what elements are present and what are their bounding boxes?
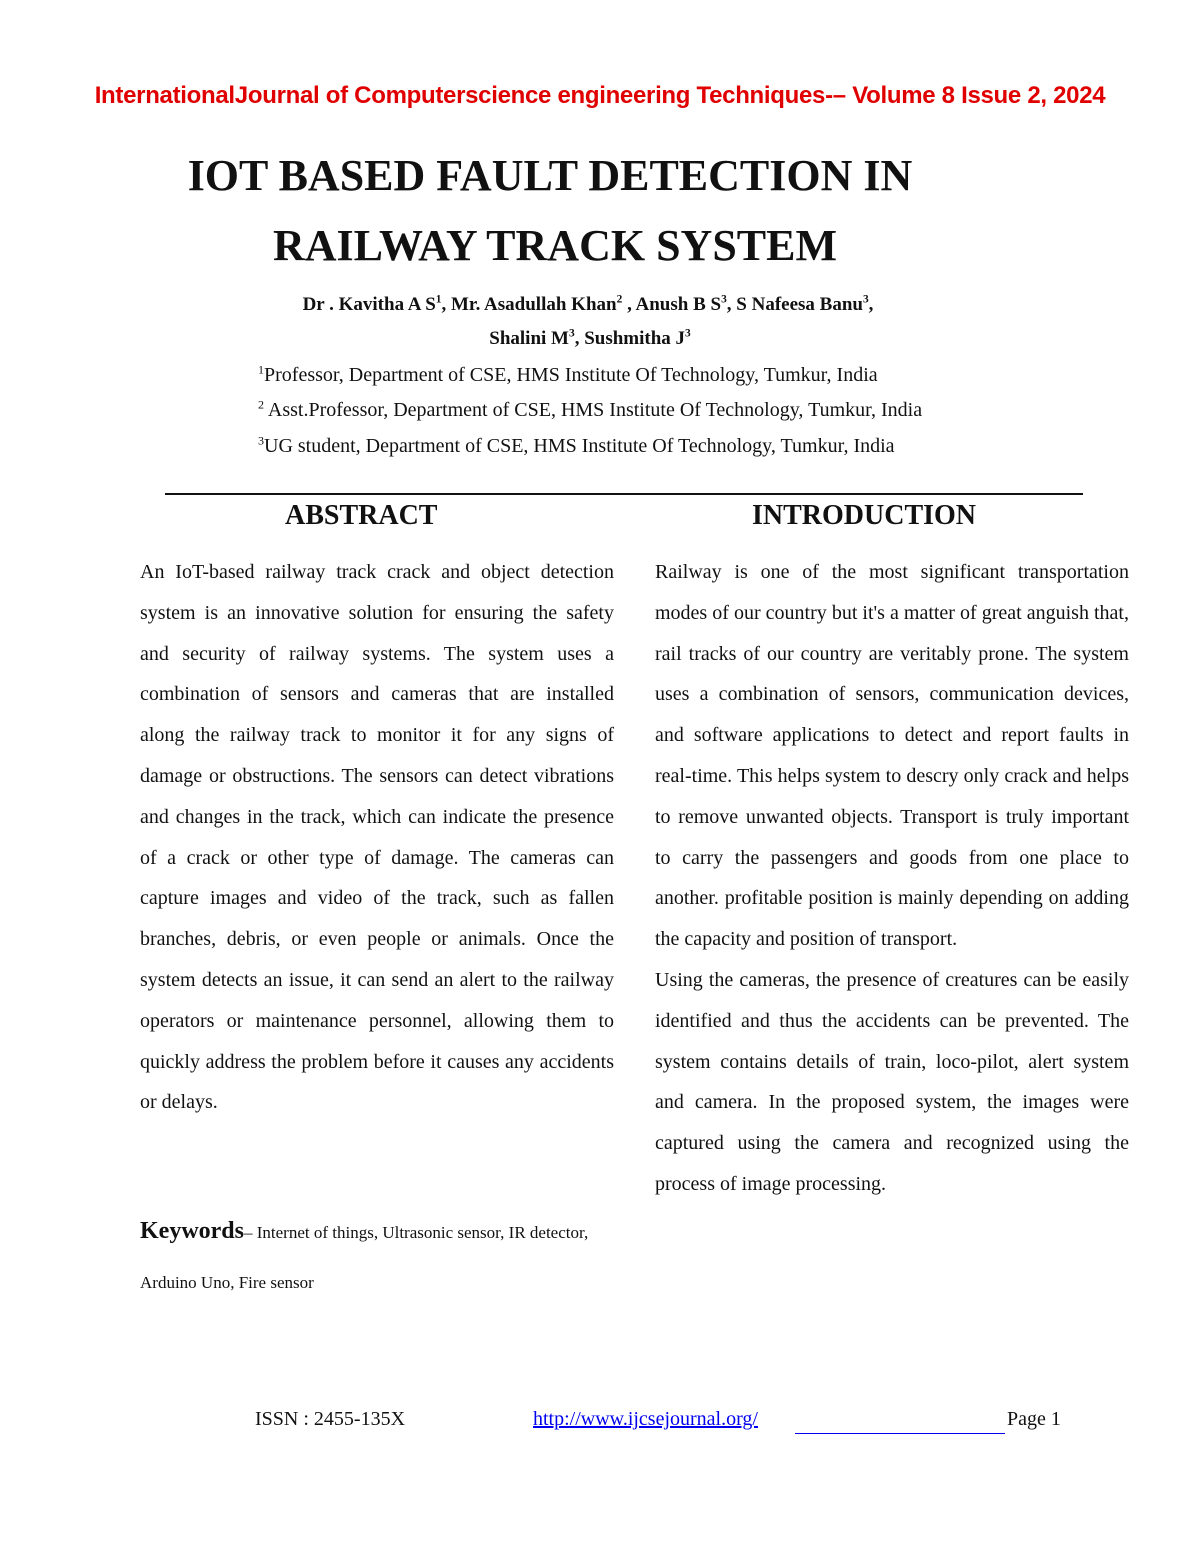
paper-title-line-1: IOT BASED FAULT DETECTION IN bbox=[187, 151, 913, 200]
author-affil-mark: 1 bbox=[435, 293, 442, 306]
keywords bbox=[140, 1206, 614, 1308]
introduction-column bbox=[655, 552, 1129, 1205]
affiliation-mark: 2 bbox=[258, 397, 264, 412]
author-name: S Nafeesa Banu bbox=[736, 294, 863, 315]
author-name: Dr . Kavitha A S bbox=[302, 294, 436, 315]
issn-label: ISSN : 2455-135X bbox=[255, 1408, 406, 1430]
affiliation-mark: 3 bbox=[258, 433, 264, 448]
abstract-heading: ABSTRACT bbox=[285, 500, 438, 531]
affiliation-text: UG student, Department of CSE, HMS Institute Of Technology, Tumkur, India bbox=[264, 435, 895, 457]
journal-header: InternationalJournal of Computerscience engineering Techniques-– Volume 8 Issue 2, 2024 bbox=[94, 82, 1106, 109]
url-underline bbox=[795, 1433, 1005, 1434]
author-affil-mark: 3 bbox=[862, 293, 869, 306]
author-affil-mark: 3 bbox=[721, 293, 727, 306]
author-affil-mark: 3 bbox=[685, 327, 691, 340]
introduction-paragraph-2: Using the cameras, the presence of creatures can be easily identified and thus the accidents can be prevented. The system contains details of train, loco-pilot, alert system and camera. In the proposed system, the images were captured using the camera and recognized using the process of image processing. bbox=[655, 968, 1129, 1195]
introduction-paragraph-1: Railway is one of the most significant transportation modes of our country but it's a matter of great anguish that, rail tracks of our country are veritably prone. The system uses a combination of sensors, communication devices, and software applications to detect and report faults in real-time. This helps system to descry only crack and helps to remove unwanted objects. Transport is truly important to carry the passengers and goods from one place to another. profitable position is mainly depending on adding the capacity and position of transport. bbox=[655, 561, 1129, 951]
affiliation-3 bbox=[258, 435, 895, 458]
author-name: Shalini M bbox=[489, 328, 569, 349]
author-line-2: Shalini $M^3$, Sushmitha $J^3$ bbox=[489, 327, 691, 349]
author-name: Mr. Asadullah Khan bbox=[450, 294, 617, 315]
affiliation-2 bbox=[258, 399, 922, 422]
header-divider bbox=[165, 493, 1083, 495]
affiliation-mark: 1 bbox=[258, 362, 264, 377]
author-name: Sushmitha J bbox=[584, 328, 686, 349]
author-name: Anush B S bbox=[635, 294, 722, 315]
affiliation-1 bbox=[258, 364, 878, 387]
journal-url-link[interactable]: http://www.ijcsejournal.org/ bbox=[533, 1408, 758, 1430]
page-number: Page 1 bbox=[1007, 1408, 1061, 1430]
abstract-column bbox=[140, 552, 614, 1123]
keywords-text: – Internet of things, Ultrasonic sensor, IR detector, Arduino Uno, Fire sensor bbox=[140, 1223, 589, 1292]
keywords-label: Keywords bbox=[140, 1218, 244, 1244]
introduction-heading: INTRODUCTION bbox=[752, 500, 977, 531]
abstract-body: An IoT-based railway track crack and object detection system is an innovative solution for ensuring the safety and security of railway systems. The system uses a combination of sensors and cameras that are installed along the railway track to monitor it for any signs of damage or obstructions. The sensors can detect vibrations and changes in the track, which can indicate the presence of a crack or other type of damage. The cameras can capture images and video of the track, such as fallen branches, debris, or even people or animals. Once the system detects an issue, it can send an alert to the railway operators or maintenance personnel, allowing them to quickly address the problem before it causes any accidents or delays. bbox=[140, 561, 614, 1114]
author-line-1: Dr . Kavitha A $S^1$, Mr. Asadullah Khan$^2$ , Anush B $S^3$, S Nafeesa Banu$^3$, bbox=[302, 293, 874, 315]
author-affil-mark: 2 bbox=[616, 293, 623, 306]
affiliation-text: Asst.Professor, Department of CSE, HMS Institute Of Technology, Tumkur, India bbox=[264, 399, 923, 421]
paper-title-line-2: RAILWAY TRACK SYSTEM bbox=[272, 221, 838, 270]
affiliation-text: Professor, Department of CSE, HMS Institute Of Technology, Tumkur, India bbox=[264, 364, 878, 386]
author-affil-mark: 3 bbox=[568, 327, 575, 340]
